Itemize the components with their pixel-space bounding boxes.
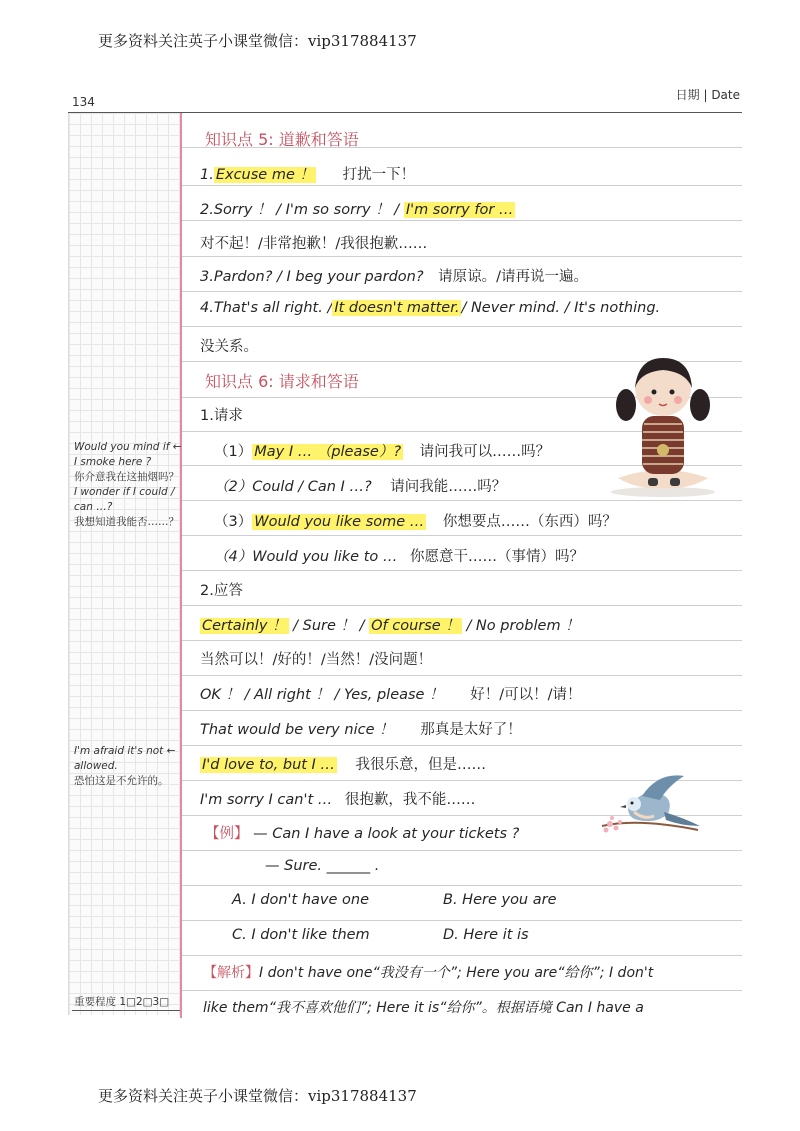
section6-title: 知识点 6: 请求和答语 [205, 372, 359, 391]
s6-a1-a: Certainly ！ [202, 618, 287, 634]
s5-line2 [200, 198, 515, 219]
s6-r1-b: May I … （please）? [254, 444, 402, 460]
s6-r3 [214, 510, 617, 531]
s5-line5 [200, 300, 660, 316]
s6-ans-title [200, 579, 243, 600]
section5-title: 知识点 5: 道歉和答语 [205, 130, 359, 149]
s5-l3: 对不起！/非常抱歉！/我很抱歉…… [200, 236, 428, 252]
s5-l4-en: 3.Pardon? / I beg your pardon? [200, 269, 424, 285]
s6-r2-a: （2）Could / Can I …? [214, 479, 372, 495]
s6-r1-a: （1） [214, 444, 253, 460]
side-note-3-zh: 恐怕这是不允许的。 [74, 775, 169, 787]
s5-l1-zh: 打扰一下！ [342, 167, 416, 183]
s6-a4-zh: 那真是太好了！ [420, 722, 522, 738]
example-question: — Can I have a look at your tickets ? [253, 826, 520, 842]
s5-l4-zh: 请原谅。/请再说一遍。 [438, 269, 589, 285]
option-c: C. I don't like them [232, 927, 370, 943]
watermark-top: 更多资料关注英子小课堂微信：vip317884137 [98, 32, 417, 50]
s6-a5-zh: 我很乐意，但是…… [355, 757, 487, 773]
s6-a2 [200, 648, 432, 669]
s6-r2-zh: 请问我能……吗？ [390, 479, 507, 495]
example-answer: — Sure. ______ . [265, 858, 380, 874]
s5-l5-b: It doesn't matter. [334, 300, 460, 316]
s5-l5-a: 4.That's all right. / [200, 300, 333, 316]
watermark-bottom: 更多资料关注英子小课堂微信：vip317884137 [98, 1087, 417, 1105]
s5-l6: 没关系。 [200, 339, 258, 355]
side-note-2-zh: 我想知道我能否……？ [74, 516, 179, 528]
s6-req-title-text: 1.请求 [200, 408, 243, 424]
s6-a5 [200, 753, 486, 774]
bird-illustration-icon [598, 768, 702, 840]
example-question-line [205, 822, 519, 843]
s5-line4 [200, 265, 588, 286]
s6-r3-a: （3） [214, 514, 253, 530]
analysis-line2: like them“我不喜欢他们”; Here it is“给你”。根据语境 Can I have a [203, 1000, 644, 1016]
side-note-1-en: Would you mind if ← I smoke here ? [74, 441, 182, 468]
analysis-text1: I don't have one“我没有一个”; Here you are“给你”; I don't [259, 965, 654, 981]
margin-grid [68, 113, 181, 1015]
s5-l5-c: / Never mind. / It's nothing. [461, 300, 661, 316]
s6-a1-c: Of course ！ [371, 618, 460, 634]
s6-a6-zh: 很抱歉，我不能…… [344, 792, 476, 808]
s6-a4-en: That would be very nice ！ [200, 722, 394, 738]
s6-a1-d: / No problem ！ [466, 618, 580, 634]
s6-a5-a: I'd love to, but I … [202, 757, 335, 773]
s5-l1-num: 1. [200, 167, 214, 183]
s6-r2 [214, 475, 506, 496]
importance-rule [72, 1010, 180, 1011]
s5-l2-b: I'm sorry for … [405, 202, 514, 218]
s6-ans-title-text: 2.应答 [200, 583, 243, 599]
s6-a1-b: / Sure ！ / [293, 618, 365, 634]
importance-rating: 重要程度 1□2□3□ [74, 996, 170, 1008]
s6-a4 [200, 718, 522, 739]
side-note-1 [74, 440, 182, 530]
s5-l2-a: 2.Sorry ！ / I'm so sorry ！ / [200, 202, 400, 218]
s6-r3-c: 你想要点……（东西）吗？ [442, 514, 617, 530]
option-a: A. I don't have one [232, 892, 370, 908]
s5-line6 [200, 335, 258, 356]
s6-a3-en: OK ！ / All right ！ / Yes, please ！ [200, 687, 444, 703]
s6-r4 [214, 545, 584, 566]
side-note-1-zh: 你介意我在这抽烟吗？ [74, 471, 179, 483]
s6-req-title [200, 404, 243, 425]
s6-a6-en: I'm sorry I can't … [200, 792, 333, 808]
s6-a3 [200, 683, 581, 704]
analysis-tag: 【解析】 [203, 965, 259, 981]
s6-a1 [200, 614, 580, 635]
s6-a2-text: 当然可以！/好的！/当然！/没问题！ [200, 652, 433, 668]
s5-l1-en: Excuse me ！ [215, 167, 314, 183]
option-d: D. Here it is [443, 927, 529, 943]
s6-r4-a: （4）Would you like to … [214, 549, 398, 565]
analysis-line1 [203, 962, 653, 982]
girl-illustration-icon [608, 350, 718, 498]
s5-line3 [200, 232, 427, 253]
side-note-3-en: I'm afraid it's not ← allowed. [74, 745, 176, 772]
s6-r4-zh: 你愿意干……（事情）吗？ [409, 549, 584, 565]
date-label: 日期 | Date [675, 88, 740, 102]
s5-line1 [200, 163, 415, 184]
s6-a3-zh: 好！/可以！/请！ [470, 687, 582, 703]
option-b: B. Here you are [443, 892, 557, 908]
s6-r1 [214, 440, 550, 461]
s6-r3-b: Would you like some … [254, 514, 425, 530]
side-note-2-en: I wonder if I could / can …? [74, 486, 175, 513]
side-note-3 [74, 744, 180, 789]
example-tag: 【例】 [205, 826, 249, 842]
page-number: 134 [72, 95, 95, 109]
s6-r1-c: 请问我可以……吗？ [419, 444, 551, 460]
s6-a6 [200, 788, 475, 809]
